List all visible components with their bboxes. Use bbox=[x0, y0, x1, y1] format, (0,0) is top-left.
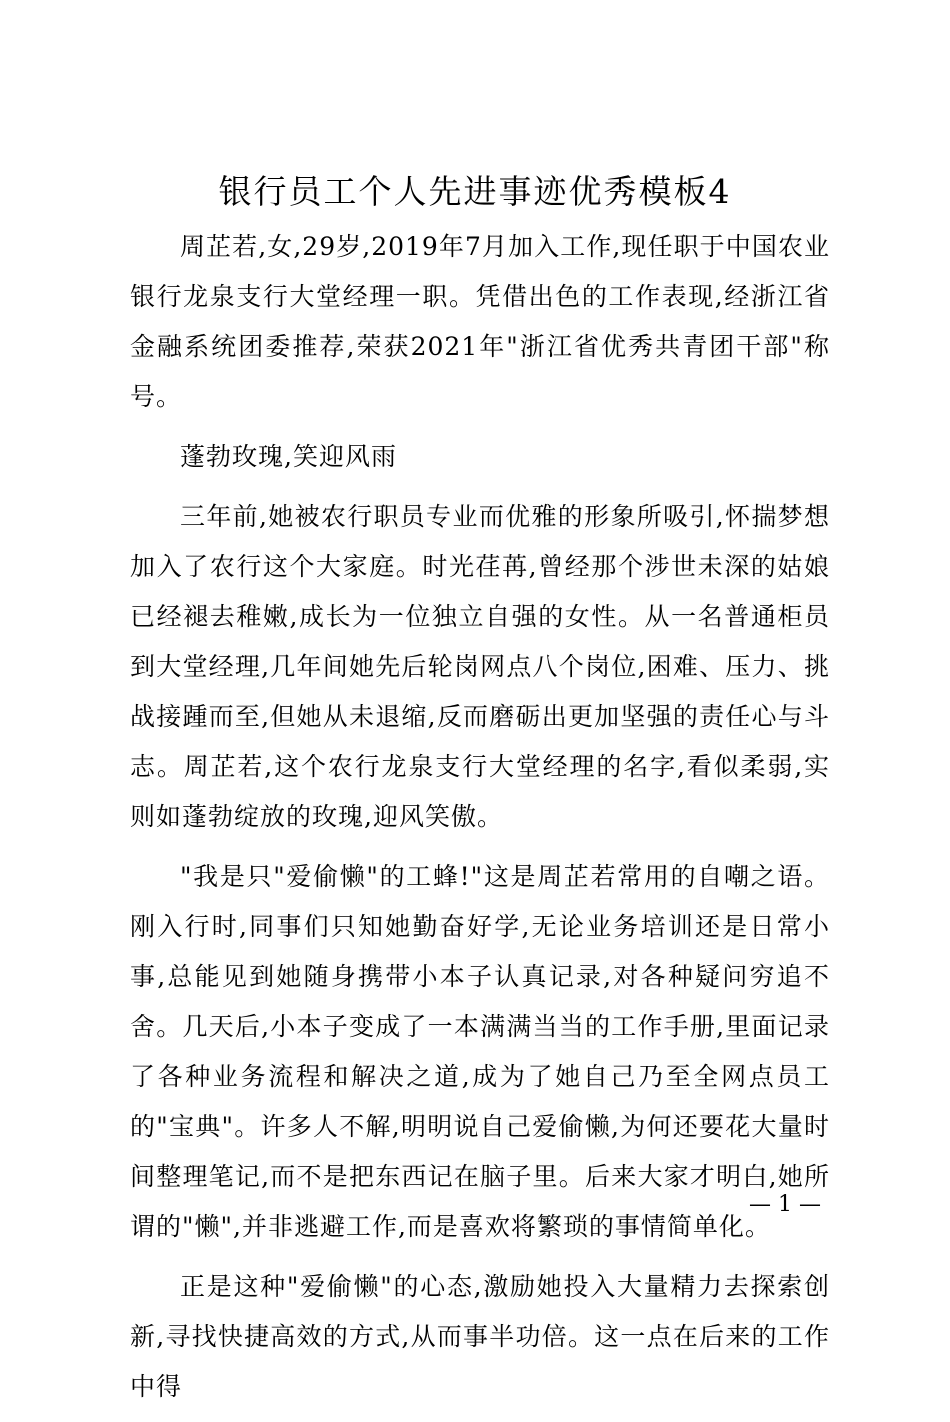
paragraph-innovation: 正是这种"爱偷懒"的心态,激励她投入大量精力去探索创新,寻找快捷高效的方式,从而事半功倍。这一点在后来的工作中得 bbox=[130, 1272, 830, 1401]
document-title: 银行员工个人先进事迹优秀模板4 bbox=[218, 172, 732, 211]
paragraph-intro: 周芷若,女,29岁,2019年7月加入工作,现任职于中国农业银行龙泉支行大堂经理一职。凭借出色的工作表现,经浙江省金融系统团委推荐,荣获2021年"浙江省优秀共青团干部"称号。 bbox=[130, 232, 830, 411]
document-body bbox=[130, 222, 830, 1422]
paragraph-career: 三年前,她被农行职员专业而优雅的形象所吸引,怀揣梦想加入了农行这个大家庭。时光荏苒,曾经那个涉世未深的姑娘已经褪去稚嫩,成长为一位独立自强的女性。从一名普通柜员到大堂经理,几年间她先后轮岗网点八个岗位,困难、压力、挑战接踵而至,但她从未退缩,反而磨砺出更加坚强的责任心与斗志。周芷若,这个农行龙泉支行大堂经理的名字,看似柔弱,实则如蓬勃绽放的玫瑰,迎风笑傲。 bbox=[130, 502, 830, 831]
page-number: — 1 — bbox=[749, 1192, 821, 1217]
section-heading: 蓬勃玫瑰,笑迎风雨 bbox=[180, 442, 397, 471]
paragraph-worker-bee: "我是只"爱偷懒"的工蜂!"这是周芷若常用的自嘲之语。刚入行时,同事们只知她勤奋好学,无论业务培训还是日常小事,总能见到她随身携带小本子认真记录,对各种疑问穷追不舍。几天后,小本子变成了一本满满当当的工作手册,里面记录了各种业务流程和解决之道,成为了她自己乃至全网点员工的"宝典"。许多人不解,明明说自己爱偷懒,为何还要花大量时间整理笔记,而不是把东西记在脑子里。后来大家才明白,她所谓的"懒",并非逃避工作,而是喜欢将繁琐的事情简单化。 bbox=[130, 862, 830, 1241]
